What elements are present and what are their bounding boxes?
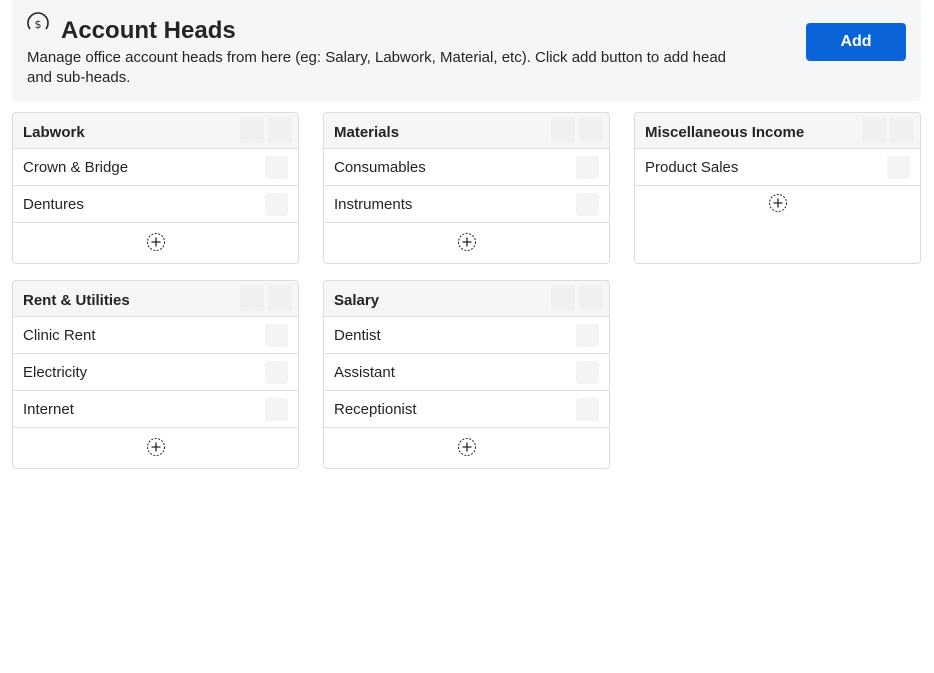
sub-head-action-button[interactable] — [265, 361, 288, 384]
sub-head-label: Electricity — [23, 364, 88, 381]
card-header — [324, 281, 609, 317]
page-description: Manage office account heads from here (eg: Salary, Labwork, Material, etc). Click add button to add head and sub-heads. — [27, 49, 727, 86]
edit-head-button[interactable] — [240, 285, 264, 311]
delete-head-button[interactable] — [268, 285, 292, 311]
sub-head-label: Instruments — [334, 196, 413, 213]
sub-head-action-button[interactable] — [576, 398, 599, 421]
sub-head-action-button[interactable] — [576, 193, 599, 216]
edit-head-button[interactable] — [240, 117, 264, 143]
edit-head-button[interactable] — [862, 117, 886, 143]
sub-head-row — [635, 149, 920, 186]
sub-head-label: Crown & Bridge — [23, 159, 129, 176]
account-head-title: Labwork — [23, 124, 85, 141]
sub-head-label: Assistant — [334, 364, 395, 381]
sub-head-label: Clinic Rent — [23, 327, 96, 344]
page-header — [12, 0, 921, 101]
add-sub-head-row — [324, 428, 609, 468]
add-sub-head-icon[interactable] — [457, 437, 477, 457]
account-head-title: Materials — [334, 124, 400, 141]
sub-head-label: Product Sales — [645, 159, 739, 176]
dollar-circle-icon — [26, 12, 50, 36]
sub-head-action-button[interactable] — [576, 324, 599, 347]
sub-head-label: Consumables — [334, 159, 426, 176]
delete-head-button[interactable] — [268, 117, 292, 143]
add-sub-head-icon[interactable] — [146, 437, 166, 457]
sub-head-action-button[interactable] — [265, 193, 288, 216]
account-head-title: Miscellaneous Income — [645, 124, 805, 141]
sub-head-action-button[interactable] — [265, 324, 288, 347]
account-head-title: Rent & Utilities — [23, 292, 130, 309]
add-sub-head-row — [324, 223, 609, 263]
add-sub-head-row — [13, 223, 298, 263]
account-head-card — [12, 280, 299, 469]
delete-head-button[interactable] — [579, 117, 603, 143]
card-header — [13, 113, 298, 149]
add-sub-head-icon[interactable] — [146, 232, 166, 252]
account-head-card — [323, 280, 610, 469]
sub-head-label: Receptionist — [334, 401, 417, 418]
add-sub-head-icon[interactable] — [768, 193, 788, 213]
sub-head-label: Internet — [23, 401, 74, 418]
svg-text:$: $ — [34, 18, 42, 31]
card-header — [324, 113, 609, 149]
delete-head-button[interactable] — [579, 285, 603, 311]
edit-head-button[interactable] — [551, 285, 575, 311]
sub-head-row — [13, 186, 298, 223]
card-header — [635, 113, 920, 149]
sub-head-row — [324, 317, 609, 354]
account-head-card — [323, 112, 610, 264]
sub-head-label: Dentist — [334, 327, 381, 344]
account-head-title: Salary — [334, 292, 380, 309]
add-sub-head-row — [635, 186, 920, 222]
account-head-card — [12, 112, 299, 264]
card-header — [13, 281, 298, 317]
sub-head-row — [13, 149, 298, 186]
sub-head-row — [324, 149, 609, 186]
sub-head-action-button[interactable] — [576, 361, 599, 384]
sub-head-row — [13, 391, 298, 428]
sub-head-label: Dentures — [23, 196, 84, 213]
sub-head-row — [13, 354, 298, 391]
account-head-card — [634, 112, 921, 264]
add-sub-head-icon[interactable] — [457, 232, 477, 252]
delete-head-button[interactable] — [890, 117, 914, 143]
sub-head-action-button[interactable] — [265, 156, 288, 179]
add-sub-head-row — [13, 428, 298, 468]
sub-head-row — [324, 354, 609, 391]
add-button[interactable]: Add — [806, 23, 906, 61]
sub-head-action-button[interactable] — [265, 398, 288, 421]
page-title: Account Heads — [61, 17, 236, 44]
sub-head-row — [324, 391, 609, 428]
sub-head-action-button[interactable] — [887, 156, 910, 179]
edit-head-button[interactable] — [551, 117, 575, 143]
sub-head-row — [13, 317, 298, 354]
sub-head-row — [324, 186, 609, 223]
sub-head-action-button[interactable] — [576, 156, 599, 179]
